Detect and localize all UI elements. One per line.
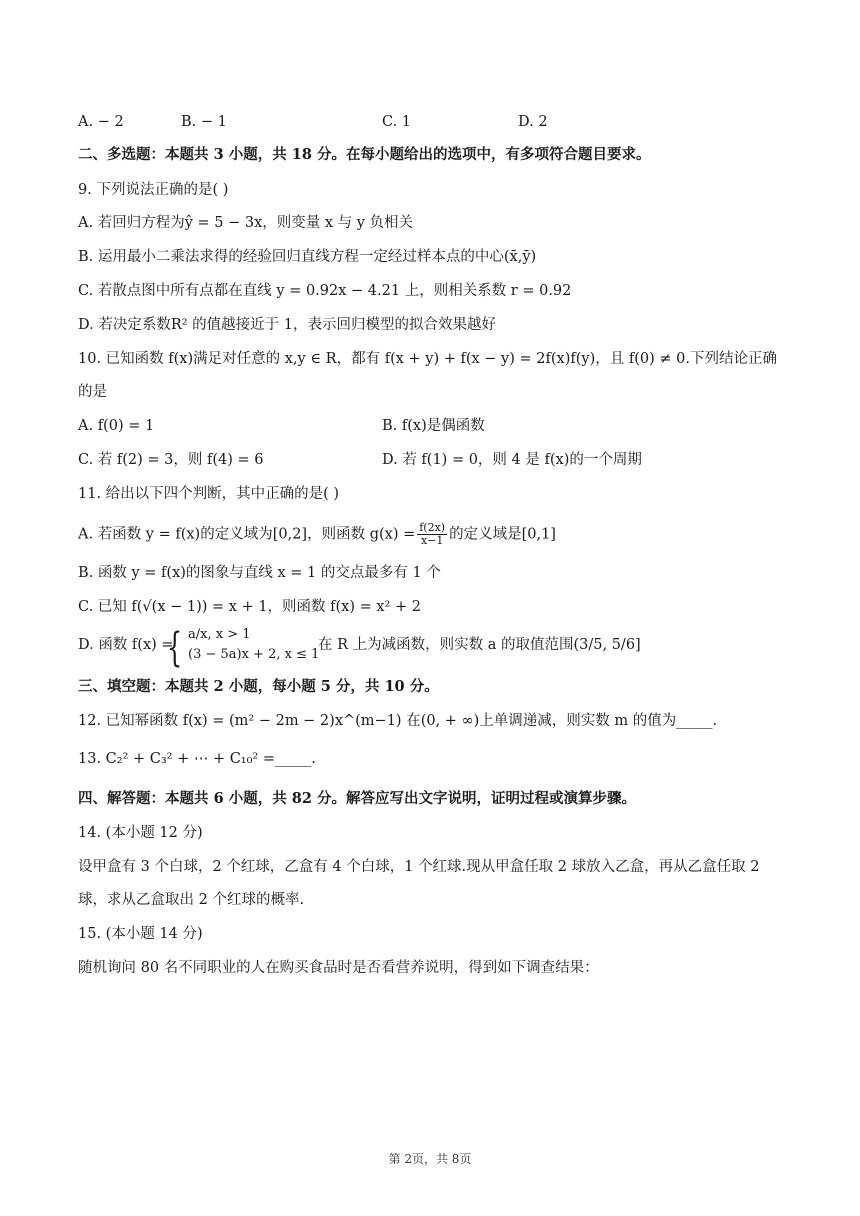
q12-text: 12. 已知幂函数 f(x) = (m² − 2m − 2)x^(m−1) 在(0, + ∞)上单调递减，则实数 m 的值为_____.: [78, 713, 718, 729]
q14-body-line2: 球，求从乙盒取出 2 个红球的概率.: [78, 892, 305, 908]
q10-option-d: D. 若 f(1) = 0，则 4 是 f(x)的一个周期: [382, 452, 642, 468]
section-heading-fill-in: 三、填空题：本题共 2 小题，每小题 5 分，共 10 分。: [78, 678, 439, 695]
q9-option-b: B. 运用最小二乘法求得的经验回归直线方程一定经过样本点的中心(x̄,ȳ): [78, 249, 537, 265]
q9-stem: 9. 下列说法正确的是( ): [78, 182, 229, 198]
q13-text: 13. C₂² + C₃² + ⋯ + C₁₀² =_____.: [78, 751, 316, 767]
q10-stem-line1: 10. 已知函数 f(x)满足对任意的 x,y ∈ R，都有 f(x + y) + f(x − y) = 2f(x)f(y)，且 f(0) ≠ 0.下列结论正确: [78, 351, 777, 367]
piecewise-case-2: (3 − 5a)x + 2, x ≤ 1: [188, 647, 320, 662]
q11-option-d: D. 函数 f(x) = { a/x, x > 1 (3 − 5a)x + 2, x ≤ 1 在 R 上为减函数，则实数 a 的取值范围(3/5, 5/6]: [78, 625, 641, 671]
q10-option-a: A. f(0) = 1: [78, 418, 155, 434]
q15-head: 15. (本小题 14 分): [78, 926, 203, 942]
section-heading-multi-choice: 二、多选题：本题共 3 小题，共 18 分。在每小题给出的选项中，有多项符合题目要求。: [78, 146, 651, 163]
page-footer: 第 2页，共 8页: [388, 1152, 472, 1166]
q11-option-a: A. 若函数 y = f(x)的定义域为[0,2]，则函数 g(x) = $\frac{f(2x)}{x-1}$ 的定义域是[0,1]: [78, 521, 556, 547]
q10-stem-line2: 的是: [78, 384, 107, 400]
q8-option-a: A. − 2: [78, 114, 124, 130]
q10-option-b: B. f(x)是偶函数: [382, 418, 485, 434]
fraction: $\frac{f(2x)}{x-1}$: [419, 521, 446, 547]
q9-option-d: D. 若决定系数R² 的值越接近于 1，表示回归模型的拟合效果越好: [78, 317, 496, 333]
q9-option-c: C. 若散点图中所有点都在直线 y = 0.92x − 4.21 上，则相关系数 r = 0.92: [78, 283, 572, 299]
q9-option-a: A. 若回归方程为ŷ = 5 − 3x，则变量 x 与 y 负相关: [78, 215, 414, 231]
piecewise-brace: {: [167, 625, 183, 671]
q8-option-c: C. 1: [382, 114, 412, 130]
q14-head: 14. (本小题 12 分): [78, 825, 203, 841]
q8-option-d: D. 2: [518, 114, 548, 130]
q8-option-b: B. − 1: [181, 114, 227, 130]
q15-body-line1: 随机询问 80 名不同职业的人在购买食品时是否看营养说明，得到如下调查结果：: [78, 960, 599, 976]
q11-option-b: B. 函数 y = f(x)的图象与直线 x = 1 的交点最多有 1 个: [78, 565, 441, 581]
section-heading-solutions: 四、解答题：本题共 6 小题，共 82 分。解答应写出文字说明，证明过程或演算步骤。: [78, 790, 636, 807]
q11-option-c: C. 已知 f(√(x − 1)) = x + 1，则函数 f(x) = x² + 2: [78, 599, 421, 615]
piecewise-case-1: a/x, x > 1: [188, 627, 251, 642]
q11-stem: 11. 给出以下四个判断，其中正确的是( ): [78, 486, 340, 502]
q14-body-line1: 设甲盒有 3 个白球，2 个红球，乙盒有 4 个白球，1 个红球.现从甲盒任取 2 球放入乙盒，再从乙盒任取 2: [78, 859, 760, 875]
q10-option-c: C. 若 f(2) = 3，则 f(4) = 6: [78, 452, 264, 468]
